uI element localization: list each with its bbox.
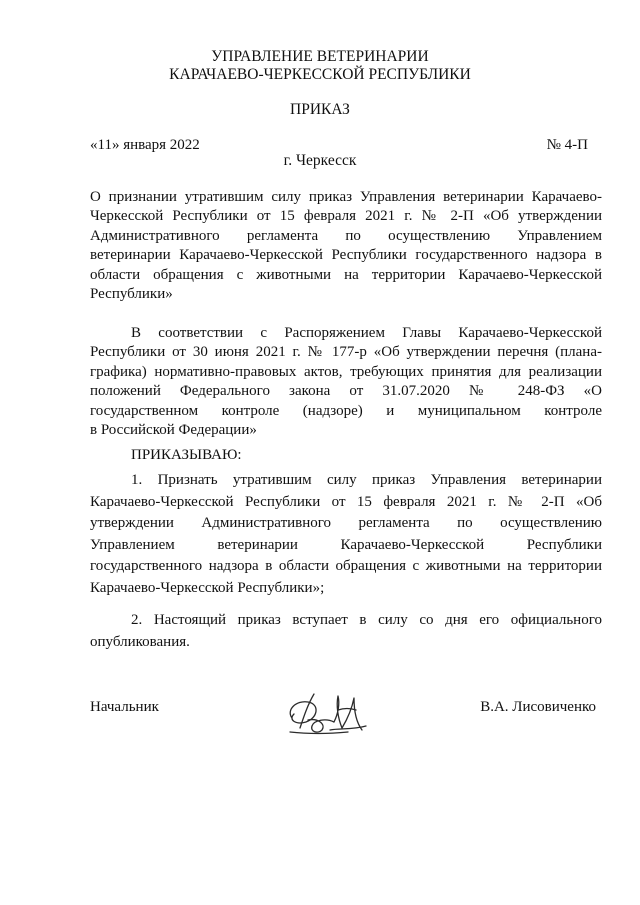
doc-number: № 4-П (546, 137, 588, 153)
preamble-line: положений Федерального закона от 31.07.2020 № 248-ФЗ «О (90, 383, 602, 400)
signatory-name: В.А. Лисовиченко (480, 699, 596, 715)
doc-city: г. Черкесск (283, 152, 357, 169)
item-line: государственного надзора в области обращения с животными на территории (90, 558, 602, 575)
subject-line: Административного регламента по осуществлению Управлением (90, 227, 602, 244)
subject-line: Республики» (90, 286, 173, 303)
preamble-line: государственном контроле (надзоре) и муниципальном контроле (90, 402, 602, 419)
item-line: опубликования. (90, 633, 190, 650)
item-line: 2. Настоящий приказ вступает в силу со дня его официального (131, 612, 602, 628)
preamble (90, 324, 602, 440)
doc-subject (90, 188, 602, 304)
item-line: Карачаево-Черкесской Республики»; (90, 579, 325, 596)
handwritten-signature (278, 688, 378, 740)
subject-line: ветеринарии Карачаево-Черкесской Республики государственного надзора в (90, 247, 602, 264)
item-line: Карачаево-Черкесской Республики от 15 февраля 2021 г. № 2-П «Об (90, 493, 602, 510)
doc-date: «11» января 2022 (90, 137, 200, 153)
org-name-line-1: УПРАВЛЕНИЕ ВЕТЕРИНАРИИ (211, 48, 429, 65)
org-name-line-2: КАРАЧАЕВО-ЧЕРКЕССКОЙ РЕСПУБЛИКИ (169, 66, 471, 83)
preamble-line: графика) нормативно-правовых актов, требующих принятия для реализации (90, 363, 602, 380)
item-line: 1. Признать утратившим силу приказ Управления ветеринарии (131, 472, 602, 488)
subject-line: Черкесской Республики от 15 февраля 2021 г. № 2-П «Об утверждении (90, 208, 602, 225)
preamble-line: В соответствии с Распоряжением Главы Карачаево-Черкесской (131, 325, 602, 341)
order-item-1 (90, 470, 602, 600)
order-item-2 (90, 610, 602, 653)
signatory-position: Начальник (90, 699, 159, 715)
preamble-line: в Российской Федерации» (90, 422, 257, 439)
subject-line: О признании утратившим силу приказ Управления ветеринарии Карачаево- (90, 189, 602, 205)
doc-type-title: ПРИКАЗ (290, 101, 350, 118)
item-line: Управлением ветеринарии Карачаево-Черкесской Республики (90, 536, 602, 553)
preamble-line: Республики от 30 июня 2021 г. № 177-р «Об утверждении перечня (плана- (90, 344, 602, 361)
subject-line: области обращения с животными на территории Карачаево-Черкесской (90, 266, 602, 283)
item-line: утверждении Административного регламента по осуществлению (90, 515, 602, 532)
order-word: ПРИКАЗЫВАЮ: (131, 447, 242, 463)
